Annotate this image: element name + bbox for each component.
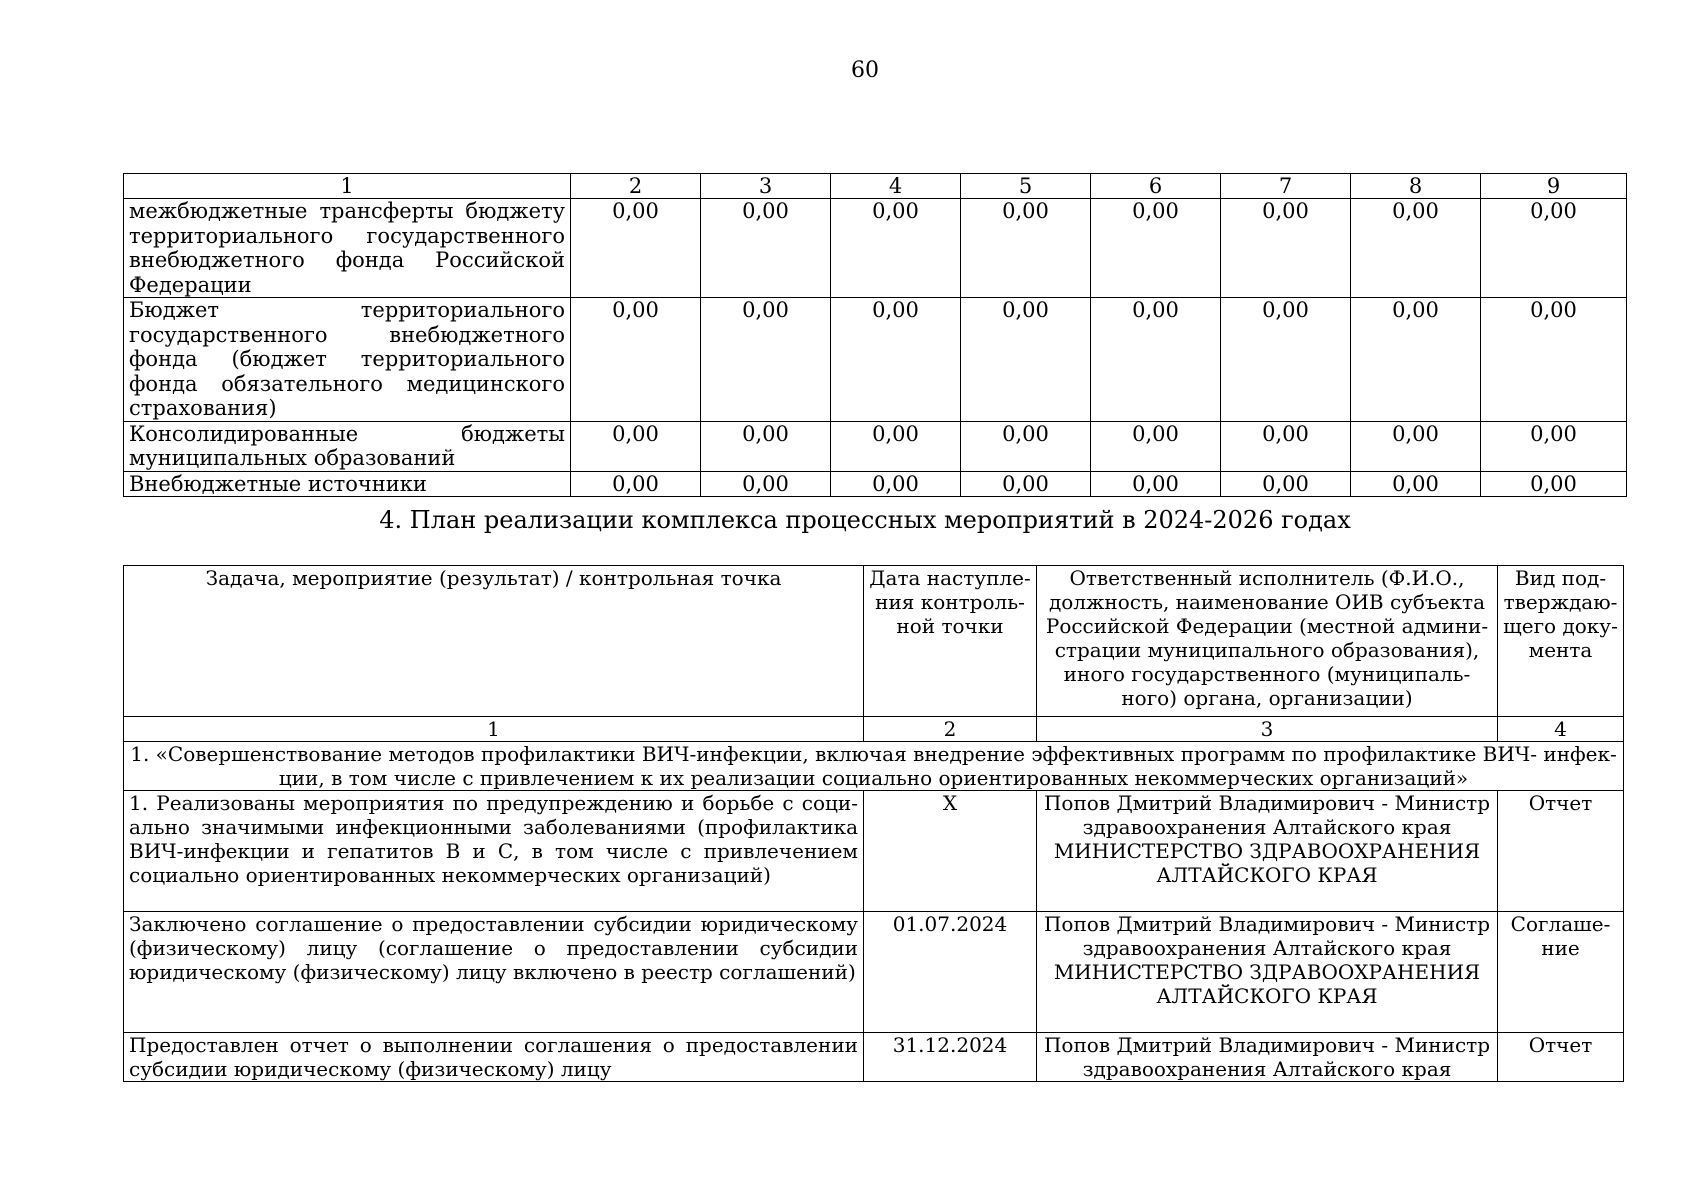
cell-value: 0,00 bbox=[1481, 471, 1627, 497]
document-type: Отчет bbox=[1498, 1033, 1624, 1082]
control-date: 31.12.2024 bbox=[864, 1033, 1037, 1082]
column-number: 2 bbox=[571, 174, 701, 199]
column-number: 6 bbox=[1091, 174, 1221, 199]
plan-header-row bbox=[124, 566, 1624, 717]
cell-value: 0,00 bbox=[1351, 421, 1481, 471]
header-cell: Вид подтверждающего документа bbox=[1498, 566, 1624, 717]
responsible-org: МИНИСТЕРСТВО ЗДРАВООХРАНЕНИЯ АЛТАЙСКОГО КРАЯ bbox=[1053, 960, 1481, 1008]
column-number: 4 bbox=[1498, 717, 1624, 742]
cell-value: 0,00 bbox=[961, 199, 1091, 298]
table-row bbox=[124, 421, 1627, 471]
table-row bbox=[124, 471, 1627, 497]
cell-value: 0,00 bbox=[571, 471, 701, 497]
plan-number-row bbox=[124, 717, 1624, 742]
column-number: 1 bbox=[124, 174, 571, 199]
table-row bbox=[124, 298, 1627, 422]
responsible-cell bbox=[1037, 791, 1498, 912]
cell-value: 0,00 bbox=[571, 199, 701, 298]
cell-value: 0,00 bbox=[1481, 298, 1627, 422]
document-type: Соглашение bbox=[1498, 912, 1624, 1033]
row-label: Консолидированные бюджеты муниципальных образований bbox=[124, 421, 571, 471]
table-row bbox=[124, 912, 1624, 1033]
cell-value: 0,00 bbox=[961, 421, 1091, 471]
cell-value: 0,00 bbox=[1091, 471, 1221, 497]
column-number: 3 bbox=[701, 174, 831, 199]
cell-value: 0,00 bbox=[961, 471, 1091, 497]
page-number: 60 bbox=[851, 58, 879, 83]
row-label: межбюджетные трансферты бюджету территориального государственного внебюджетного фонда Российской Федерации bbox=[124, 199, 571, 298]
budget-header-row bbox=[124, 174, 1627, 199]
table-row bbox=[124, 199, 1627, 298]
cell-value: 0,00 bbox=[1351, 298, 1481, 422]
row-label: Внебюджетные источники bbox=[124, 471, 571, 497]
control-date: X bbox=[864, 791, 1037, 912]
control-date: 01.07.2024 bbox=[864, 912, 1037, 1033]
cell-value: 0,00 bbox=[571, 298, 701, 422]
cell-value: 0,00 bbox=[1351, 471, 1481, 497]
column-number: 7 bbox=[1221, 174, 1351, 199]
column-number: 4 bbox=[831, 174, 961, 199]
column-number: 2 bbox=[864, 717, 1037, 742]
cell-value: 0,00 bbox=[1351, 199, 1481, 298]
cell-value: 0,00 bbox=[701, 298, 831, 422]
plan-table bbox=[123, 565, 1624, 1082]
responsible-cell bbox=[1037, 912, 1498, 1033]
cell-value: 0,00 bbox=[831, 298, 961, 422]
header-cell: Ответственный исполнитель (Ф.И.О., должность, наименование ОИВ субъекта Российской Федерации (местной администрации муниципального образования), иного государственного (муниципального) органа, организации) bbox=[1037, 566, 1498, 717]
column-number: 5 bbox=[961, 174, 1091, 199]
responsible-person: Попов Дмитрий Владимирович - Министр здравоохранения Алтайского края bbox=[1043, 1033, 1491, 1081]
cell-value: 0,00 bbox=[1221, 421, 1351, 471]
budget-table bbox=[123, 173, 1627, 497]
cell-value: 0,00 bbox=[1091, 199, 1221, 298]
section-title: 4. План реализации комплекса процессных мероприятий в 2024-2026 годах bbox=[379, 506, 1351, 534]
header-cell: Дата наступления контрольной точки bbox=[864, 566, 1037, 717]
task-title: 1. «Совершенствование методов профилактики ВИЧ-инфекции, включая внедрение эффективных программ по профилактике ВИЧ- инфекции, в том числе с привлечением к их реализации социально ориентированных некоммерческих организаций» bbox=[124, 742, 1624, 791]
cell-value: 0,00 bbox=[1481, 199, 1627, 298]
responsible-cell bbox=[1037, 1033, 1498, 1082]
cell-value: 0,00 bbox=[701, 199, 831, 298]
cell-value: 0,00 bbox=[1091, 421, 1221, 471]
item-description: 1. Реализованы мероприятия по предупреждению и борьбе с социально значимыми инфекционными заболеваниями (профилактика ВИЧ-инфекции и гепатитов В и С, в том числе с привлечением социально ориентированных некоммерческих организаций) bbox=[124, 791, 864, 912]
responsible-org: МИНИСТЕРСТВО ЗДРАВООХРАНЕНИЯ АЛТАЙСКОГО КРАЯ bbox=[1053, 839, 1481, 887]
column-number: 3 bbox=[1037, 717, 1498, 742]
cell-value: 0,00 bbox=[1221, 199, 1351, 298]
cell-value: 0,00 bbox=[701, 471, 831, 497]
document-type: Отчет bbox=[1498, 791, 1624, 912]
cell-value: 0,00 bbox=[831, 471, 961, 497]
responsible-person: Попов Дмитрий Владимирович - Министр здравоохранения Алтайского края bbox=[1043, 912, 1491, 960]
cell-value: 0,00 bbox=[1221, 471, 1351, 497]
cell-value: 0,00 bbox=[1481, 421, 1627, 471]
item-description: Заключено соглашение о предоставлении субсидии юридическому (физическому) лицу (соглашение о предоставлении субсидии юридическому (физическому) лицу включено в реестр соглашений) bbox=[124, 912, 864, 1033]
cell-value: 0,00 bbox=[831, 421, 961, 471]
column-number: 9 bbox=[1481, 174, 1627, 199]
header-cell: Задача, мероприятие (результат) / контрольная точка bbox=[124, 566, 864, 717]
cell-value: 0,00 bbox=[961, 298, 1091, 422]
table-row bbox=[124, 1033, 1624, 1082]
table-row bbox=[124, 791, 1624, 912]
item-description: Предоставлен отчет о выполнении соглашения о предоставлении субсидии юридическому (физическому) лицу bbox=[124, 1033, 864, 1082]
cell-value: 0,00 bbox=[571, 421, 701, 471]
cell-value: 0,00 bbox=[1221, 298, 1351, 422]
cell-value: 0,00 bbox=[1091, 298, 1221, 422]
responsible-person: Попов Дмитрий Владимирович - Министр здравоохранения Алтайского края bbox=[1043, 791, 1491, 839]
cell-value: 0,00 bbox=[831, 199, 961, 298]
task-row bbox=[124, 742, 1624, 791]
cell-value: 0,00 bbox=[701, 421, 831, 471]
column-number: 8 bbox=[1351, 174, 1481, 199]
column-number: 1 bbox=[124, 717, 864, 742]
row-label: Бюджет территориального государственного внебюджетного фонда (бюджет территориального фонда обязательного медицинского страхования) bbox=[124, 298, 571, 422]
